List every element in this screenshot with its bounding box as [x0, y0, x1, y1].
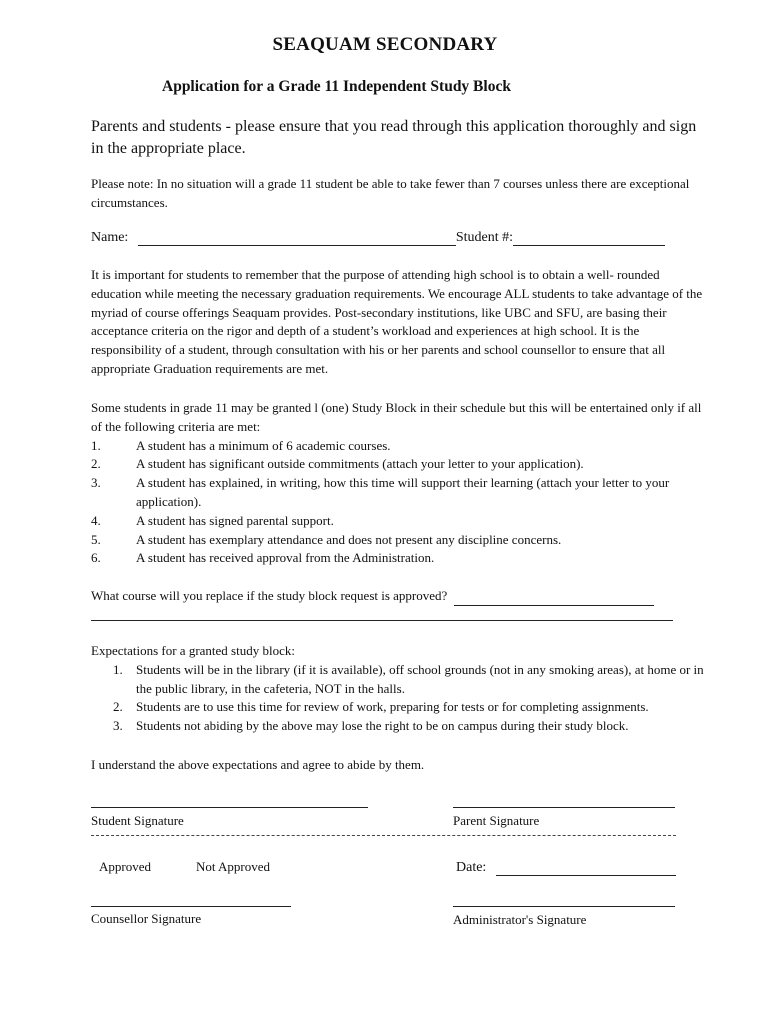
agreement-text: I understand the above expectations and agree to abide by them.	[91, 757, 425, 772]
intro-text: Parents and students - please ensure that you read through this application thoroughly and sign in the appropriate place.	[91, 118, 697, 157]
list-item: 5. A student has exemplary attendance and does not present any discipline concerns.	[91, 531, 562, 547]
note-text: Please note: In no situation will a grade 11 student be able to take fewer than 7 courses unless there are exceptional circumstances.	[91, 176, 690, 210]
list-item: 4. A student has signed parental support.	[91, 512, 334, 528]
name-field[interactable]	[138, 230, 456, 246]
administrator-signature-label: Administrator's Signature	[453, 912, 587, 927]
date-field[interactable]	[496, 875, 676, 876]
criteria-section	[91, 399, 711, 568]
list-item: 6. A student has received approval from the Administration.	[91, 550, 435, 566]
body-paragraph: It is important for students to remember that the purpose of attending high school is to obtain a well- rounded education while meeting the necessary graduation requirements. We encourage ALL students to take advantage of the myriad of course offerings Seaquam provides. Post-secondary institutions, like UBC and SFU, are basing their acceptance criteria on the rigor and depth of a student’s workload and experiences at high school. It is the responsibility of a student, through consultation with his or her parents and school counsellor to ensure that all appropriate Graduation requirements are met.	[91, 267, 703, 376]
replace-course-field[interactable]	[454, 592, 654, 606]
question-label: What course will you replace if the study block request is approved?	[91, 588, 448, 603]
counsellor-signature-line[interactable]	[91, 906, 291, 907]
counsellor-signature-label: Counsellor Signature	[91, 911, 202, 926]
student-number-label: Student #:	[455, 230, 513, 245]
divider	[91, 835, 676, 836]
date-label: Date:	[456, 860, 487, 875]
student-signature-label: Student Signature	[91, 813, 184, 828]
list-item: 3. A student has explained, in writing, how this time will support their learning (attach your letter to your application).	[91, 475, 670, 509]
replace-course-question	[91, 587, 654, 606]
expectations-heading: Expectations for a granted study block:	[91, 643, 295, 658]
student-number-field[interactable]	[513, 230, 665, 246]
not-approved-option[interactable]: Not Approved	[196, 859, 271, 874]
name-row	[91, 230, 665, 246]
form-subtitle: Application for a Grade 11 Independent Study Block	[162, 78, 511, 95]
answer-line[interactable]	[91, 620, 673, 621]
list-item: 1. A student has a minimum of 6 academic courses.	[91, 437, 391, 453]
parent-signature-line[interactable]	[453, 807, 675, 808]
page-title: SEAQUAM SECONDARY	[272, 34, 498, 55]
expectations-section	[91, 642, 711, 736]
list-item: 1. Students will be in the library (if it is available), off school grounds (not in any smoking areas), at home or in the public library, in the cafeteria, NOT in the halls.	[113, 661, 704, 696]
administrator-signature-line[interactable]	[453, 906, 675, 907]
parent-signature-label: Parent Signature	[453, 813, 540, 828]
name-label: Name:	[91, 230, 129, 245]
list-item: 3. Students not abiding by the above may lose the right to be on campus during their study block.	[113, 718, 629, 734]
approved-option[interactable]: Approved	[99, 859, 151, 874]
student-signature-line[interactable]	[91, 807, 368, 808]
list-item: 2. Students are to use this time for review of work, preparing for tests or for completing assignments.	[113, 699, 649, 715]
list-item: 2. A student has significant outside commitments (attach your letter to your application).	[91, 456, 584, 472]
criteria-intro: Some students in grade 11 may be granted l (one) Study Block in their schedule but this will be entertained only if all of the following criteria are met:	[91, 400, 702, 434]
